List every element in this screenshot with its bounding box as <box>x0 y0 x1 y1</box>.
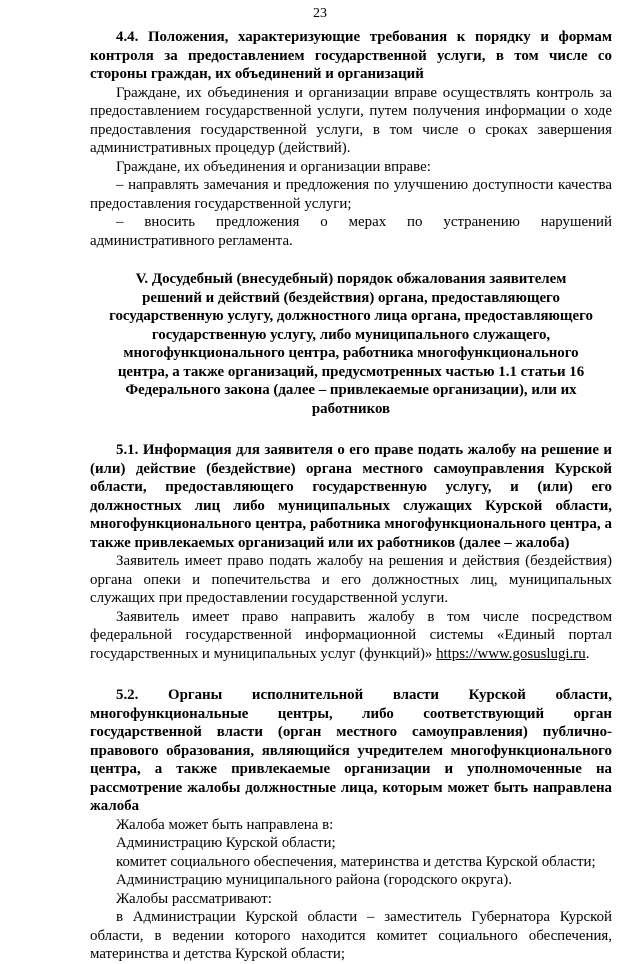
list-item: комитет социального обеспечения, материнства и детства Курской области; <box>116 853 596 870</box>
paragraph-text: Заявитель имеет право направить жалобу в том числе посредством федеральной государственной информационной системы «Единый портал государственных и муниципальных услуг (функций)» <box>90 608 612 662</box>
gosuslugi-link[interactable]: https://www.gosuslugi.ru <box>436 645 586 662</box>
page-number: 23 <box>313 6 327 21</box>
spacer <box>90 663 612 686</box>
list-item: Администрацию Курской области; <box>116 835 336 851</box>
paragraph: Жалоба может быть направлена в: <box>116 816 334 833</box>
list-item: – вносить предложения о мерах по устранению нарушений административного регламента. <box>90 214 612 249</box>
paragraph: Жалобы рассматривают: <box>116 890 272 907</box>
paragraph <box>90 608 612 664</box>
paragraph: Граждане, их объединения и организации вправе: <box>116 158 431 175</box>
spacer <box>90 250 612 270</box>
paragraph: Заявитель имеет право подать жалобу на решения и действия (бездействия) органа опеки и попечительства и его должностных лиц, муниципальных служащих при предоставлении государственной услуги. <box>90 553 612 606</box>
paragraph: Граждане, их объединения и организации вправе осуществлять контроль за предоставлением государственной услуги, путем получения информации о ходе предоставления государственной услуги, в том числе о сроках завершения административных процедур (действий). <box>90 84 612 156</box>
page-content <box>90 28 612 964</box>
section-5-1-heading: 5.1. Информация для заявителя о его праве подать жалобу на решение и (или) действие (бездействие) органа местного самоуправления Курской области, предоставляющего государственную услугу, и (или) его должностных лиц либо муниципальных служащих Курской области, многофункционального центра, работника многофункционального центра, а также привлекаемых организаций или их работников (далее – жалоба) <box>90 442 612 551</box>
spacer <box>90 418 612 441</box>
section-5-title: V. Досудебный (внесудебный) порядок обжалования заявителем решений и действий (бездействия) органа, предоставляющего государственную услугу, должностного лица органа, предоставляющего государственную услугу, либо муниципального служащего, многофункционального центра, работника многофункционального центра, а также организаций, предусмотренных частью 1.1 статьи 16 Федерального закона (далее – привлекаемые организации), или их работников <box>109 271 593 417</box>
list-item: – направлять замечания и предложения по улучшению доступности качества предоставления государственной услуги; <box>90 177 612 212</box>
list-item: Администрацию муниципального района (городского округа). <box>116 872 512 888</box>
paragraph: в Администрации Курской области – заместитель Губернатора Курской области, в ведении которого находится комитет социального обеспечения, материнства и детства Курской области; <box>90 909 612 962</box>
paragraph-end: . <box>585 645 590 662</box>
section-4-4-heading: 4.4. Положения, характеризующие требования к порядку и формам контроля за предоставлением государственной услуги, в том числе со стороны граждан, их объединений и организаций <box>90 29 612 82</box>
section-5-2-heading: 5.2. Органы исполнительной власти Курской области, многофункциональные центры, либо соответствующий орган государственной власти (орган местного самоуправления) публично-правового образования, являющийся учредителем многофункционального центра, а также привлекаемые организации и уполномоченные на рассмотрение жалобы должностные лица, которым может быть направлена жалоба <box>90 687 612 814</box>
